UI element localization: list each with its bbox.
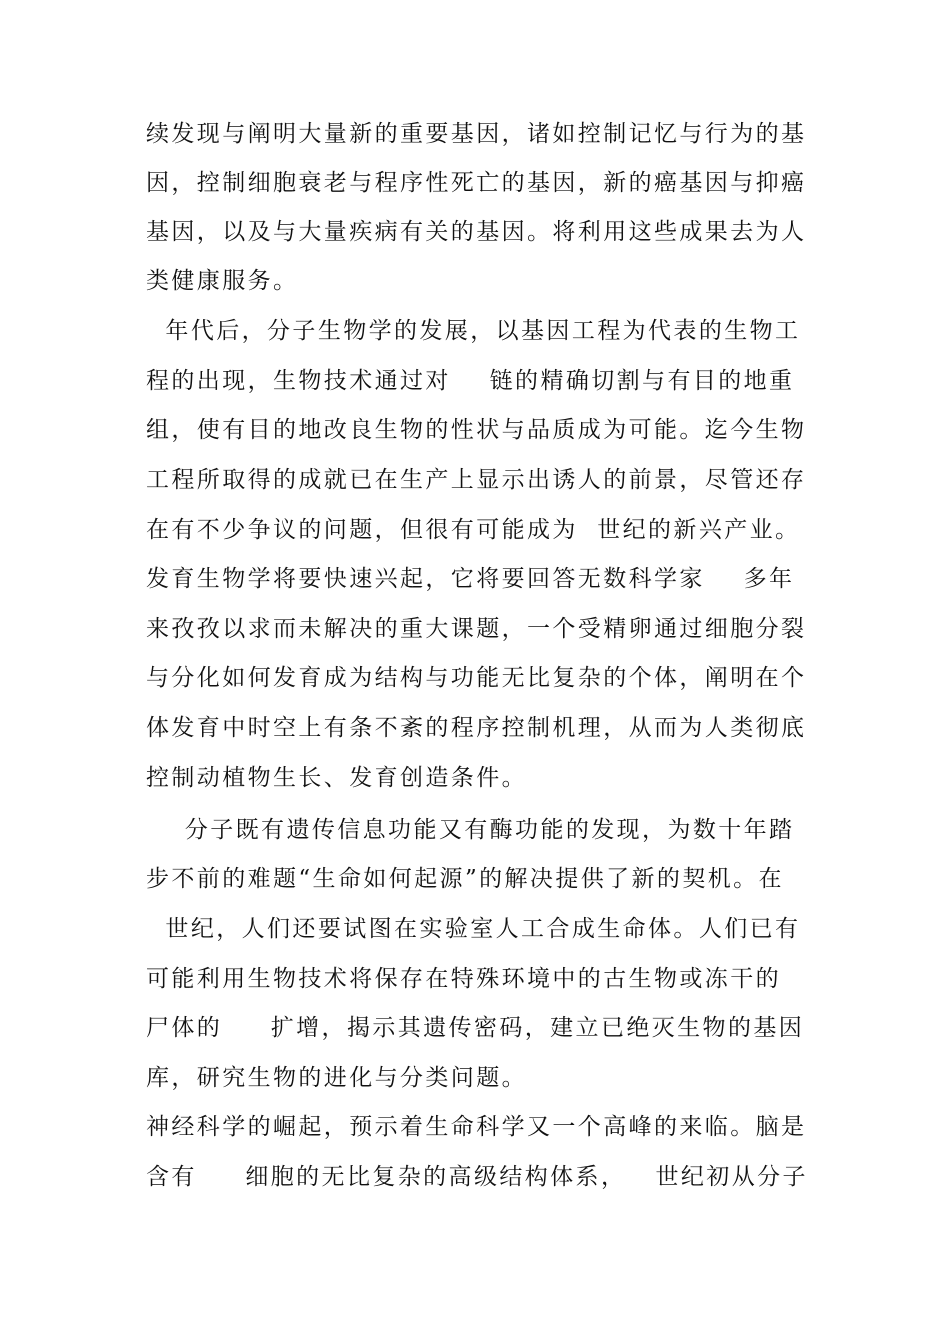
text-line-21: 神经科学的崛起，预示着生命科学又一个高峰的来临。脑是 bbox=[146, 1114, 807, 1140]
text-line-4: 类健康服务。 bbox=[146, 268, 299, 294]
text-line-12: 与分化如何发育成为结构与功能无比复杂的个体，阐明在个 bbox=[146, 665, 807, 691]
text-line-18: 可能利用生物技术将保存在特殊环境中的古生物或冻干的 bbox=[146, 966, 781, 992]
text-line-3: 基因，以及与大量疾病有关的基因。将利用这些成果去为人 bbox=[146, 219, 807, 245]
text-line-1: 续发现与阐明大量新的重要基因，诸如控制记忆与行为的基 bbox=[146, 121, 807, 147]
text-line-22: 含有 细胞的无比复杂的高级结构体系， 世纪初从分子 bbox=[146, 1164, 808, 1190]
text-line-11: 来孜孜以求而未解决的重大课题，一个受精卵通过细胞分裂 bbox=[146, 616, 807, 642]
text-line-15: 分子既有遗传信息功能又有酶功能的发现，为数十年踏 bbox=[146, 817, 795, 843]
text-line-17: 世纪，人们还要试图在实验室人工合成生命体。人们已有 bbox=[146, 916, 801, 942]
text-line-9: 在有不少争议的问题，但很有可能成为 世纪的新兴产业。 bbox=[146, 517, 801, 543]
text-line-7: 组，使有目的地改良生物的性状与品质成为可能。迄今生物 bbox=[146, 417, 807, 443]
text-line-8: 工程所取得的成就已在生产上显示出诱人的前景，尽管还存 bbox=[146, 467, 807, 493]
text-line-6: 程的出现，生物技术通过对 链的精确切割与有目的地重 bbox=[146, 368, 795, 394]
text-line-19: 尸体的 扩增，揭示其遗传密码，建立已绝灭生物的基因 bbox=[146, 1015, 805, 1041]
text-line-10: 发育生物学将要快速兴起，它将要回答无数科学家 多年 bbox=[146, 566, 795, 592]
text-line-5: 年代后，分子生物学的发展，以基因工程为代表的生物工 bbox=[146, 318, 801, 344]
text-line-13: 体发育中时空上有条不紊的程序控制机理，从而为人类彻底 bbox=[146, 715, 807, 741]
text-line-2: 因，控制细胞衰老与程序性死亡的基因，新的癌基因与抑癌 bbox=[146, 170, 807, 196]
text-line-20: 库，研究生物的进化与分类问题。 bbox=[146, 1065, 527, 1091]
text-line-14: 控制动植物生长、发育创造条件。 bbox=[146, 765, 527, 791]
text-line-16: 步不前的难题“生命如何起源”的解决提供了新的契机。在 bbox=[146, 866, 784, 892]
